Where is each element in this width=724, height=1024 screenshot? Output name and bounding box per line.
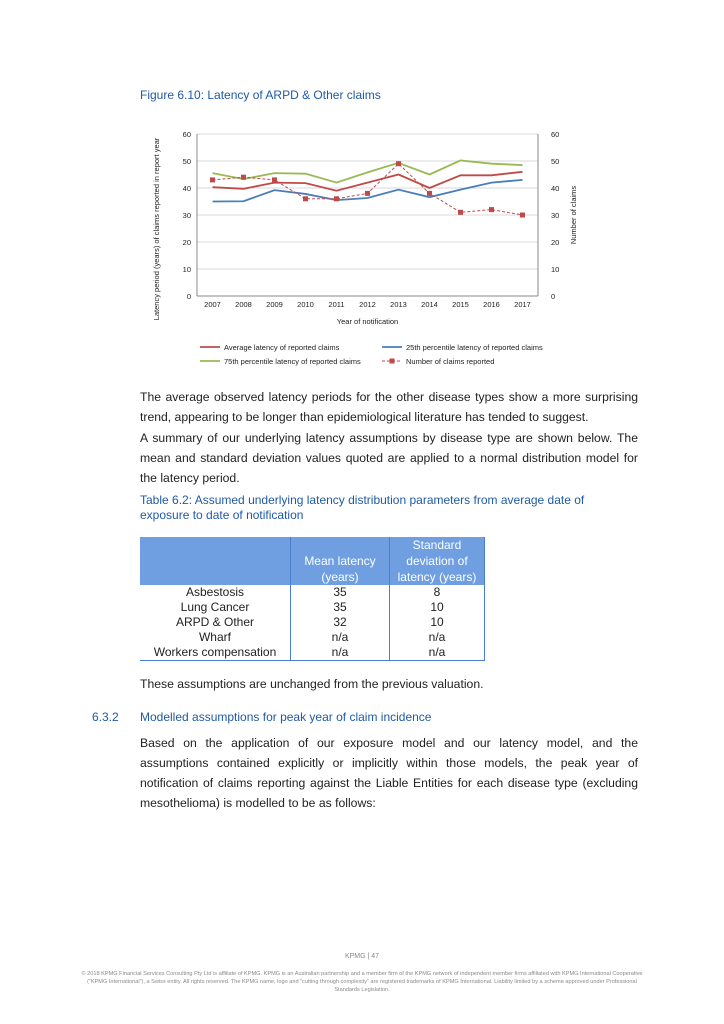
table-header-row [140,537,485,585]
data-point [241,175,246,180]
legend-label: Number of claims reported [406,357,495,366]
row-mean: 35 [291,600,390,615]
data-point [334,196,339,201]
row-mean: n/a [291,645,390,661]
x-tick-label: 2014 [421,300,438,309]
latency-chart [140,118,580,368]
paragraph-1: The average observed latency periods for the other disease types show a more surprising trend, appearing to be longer than epidemiological literature has tended to suggest. [140,390,638,424]
figure-title: Figure 6.10: Latency of ARPD & Other claims [140,88,381,102]
y-left-tick-label: 10 [182,265,191,274]
table-row [140,600,485,615]
y-right-tick-label: 10 [551,265,560,274]
y-right-axis-title: Number of claims [569,185,578,245]
table-row [140,630,485,645]
table-row [140,585,485,600]
x-tick-label: 2010 [297,300,314,309]
x-tick-label: 2008 [235,300,252,309]
y-left-tick-label: 50 [182,157,191,166]
row-sd: n/a [390,630,485,645]
y-right-tick-label: 60 [551,130,560,139]
series-line [213,164,523,215]
legend-label: 25th percentile latency of reported claims [406,343,543,352]
latency-table [140,537,485,661]
data-point [396,161,401,166]
y-right-tick-label: 50 [551,157,560,166]
row-label: ARPD & Other [175,615,255,629]
y-left-tick-label: 0 [186,292,191,301]
x-tick-label: 2007 [204,300,221,309]
table-caption: Table 6.2: Assumed underlying latency distribution parameters from average date of exposure to date of notification [140,493,585,522]
row-label: Wharf [198,630,231,644]
row-sd: 8 [390,585,485,600]
section-title: Modelled assumptions for peak year of claim incidence [140,710,432,724]
y-left-tick-label: 20 [182,238,191,247]
row-label: Workers compensation [140,645,291,661]
footer-legal: © 2018 KPMG Financial Services Consulting Pty Ltd is affiliate of KPMG. KPMG is an Australian partnership and a member firm of the KPMG network of independent member firms affiliated with KPMG International Cooperative (“KPMG International”), a Swiss entity. All rights reserved. The KPMG name, logo and “cutting through complexity” are registered trademarks of KPMG International. Liability limited by a scheme approved under Professional Standards Legislation. [81,971,643,993]
x-tick-label: 2011 [328,300,345,309]
row-label: Lung Cancer [180,600,250,614]
y-right-tick-label: 0 [551,292,556,301]
footer-page-number: KPMG | 47 [344,953,380,960]
y-left-tick-label: 30 [182,211,191,220]
section-number: 6.3.2 [92,710,119,724]
row-mean: 35 [291,585,390,600]
table-row [140,615,485,630]
table-header-mean: Mean latency (years) [291,537,390,585]
y-right-tick-label: 40 [551,184,560,193]
table-header-blank [140,537,291,585]
x-tick-label: 2016 [483,300,500,309]
data-point [272,177,277,182]
legend-label: 75th percentile latency of reported claims [224,357,361,366]
data-point [458,210,463,215]
x-tick-label: 2017 [514,300,531,309]
x-tick-label: 2013 [390,300,407,309]
row-label: Asbestosis [185,585,245,599]
data-point [427,191,432,196]
x-tick-label: 2012 [359,300,376,309]
y-left-tick-label: 60 [182,130,191,139]
table-header-sd: Standard deviation of latency (years) [390,537,485,585]
paragraph-2: A summary of our underlying latency assumptions by disease type are shown below. The mean and standard deviation values quoted are applied to a normal distribution model for the latency period. [140,431,638,485]
data-point [210,177,215,182]
series-line [213,160,523,182]
row-sd: n/a [390,645,485,661]
paragraph-after-table: These assumptions are unchanged from the previous valuation. [140,677,484,691]
data-point [365,191,370,196]
y-left-axis-title: Latency period (years) of claims reported in report year [152,137,161,321]
row-mean: n/a [291,630,390,645]
x-tick-label: 2009 [266,300,283,309]
y-right-tick-label: 30 [551,211,560,220]
row-sd: 10 [390,615,485,630]
x-axis-title: Year of notification [336,317,399,326]
data-point [520,213,525,218]
row-sd: 10 [390,600,485,615]
table-row [140,645,485,661]
data-point [303,196,308,201]
x-tick-label: 2015 [452,300,469,309]
legend-marker [390,359,395,364]
section-body: Based on the application of our exposure model and our latency model, and the assumptions contained explicitly or implicitly within those models, the peak year of notification of claims reporting against the Liable Entities for each disease type (excluding mesothelioma) is modelled to be as follows: [140,736,638,810]
row-mean: 32 [291,615,390,630]
y-left-tick-label: 40 [182,184,191,193]
legend-label: Average latency of reported claims [224,343,340,352]
y-right-tick-label: 20 [551,238,560,247]
data-point [489,207,494,212]
